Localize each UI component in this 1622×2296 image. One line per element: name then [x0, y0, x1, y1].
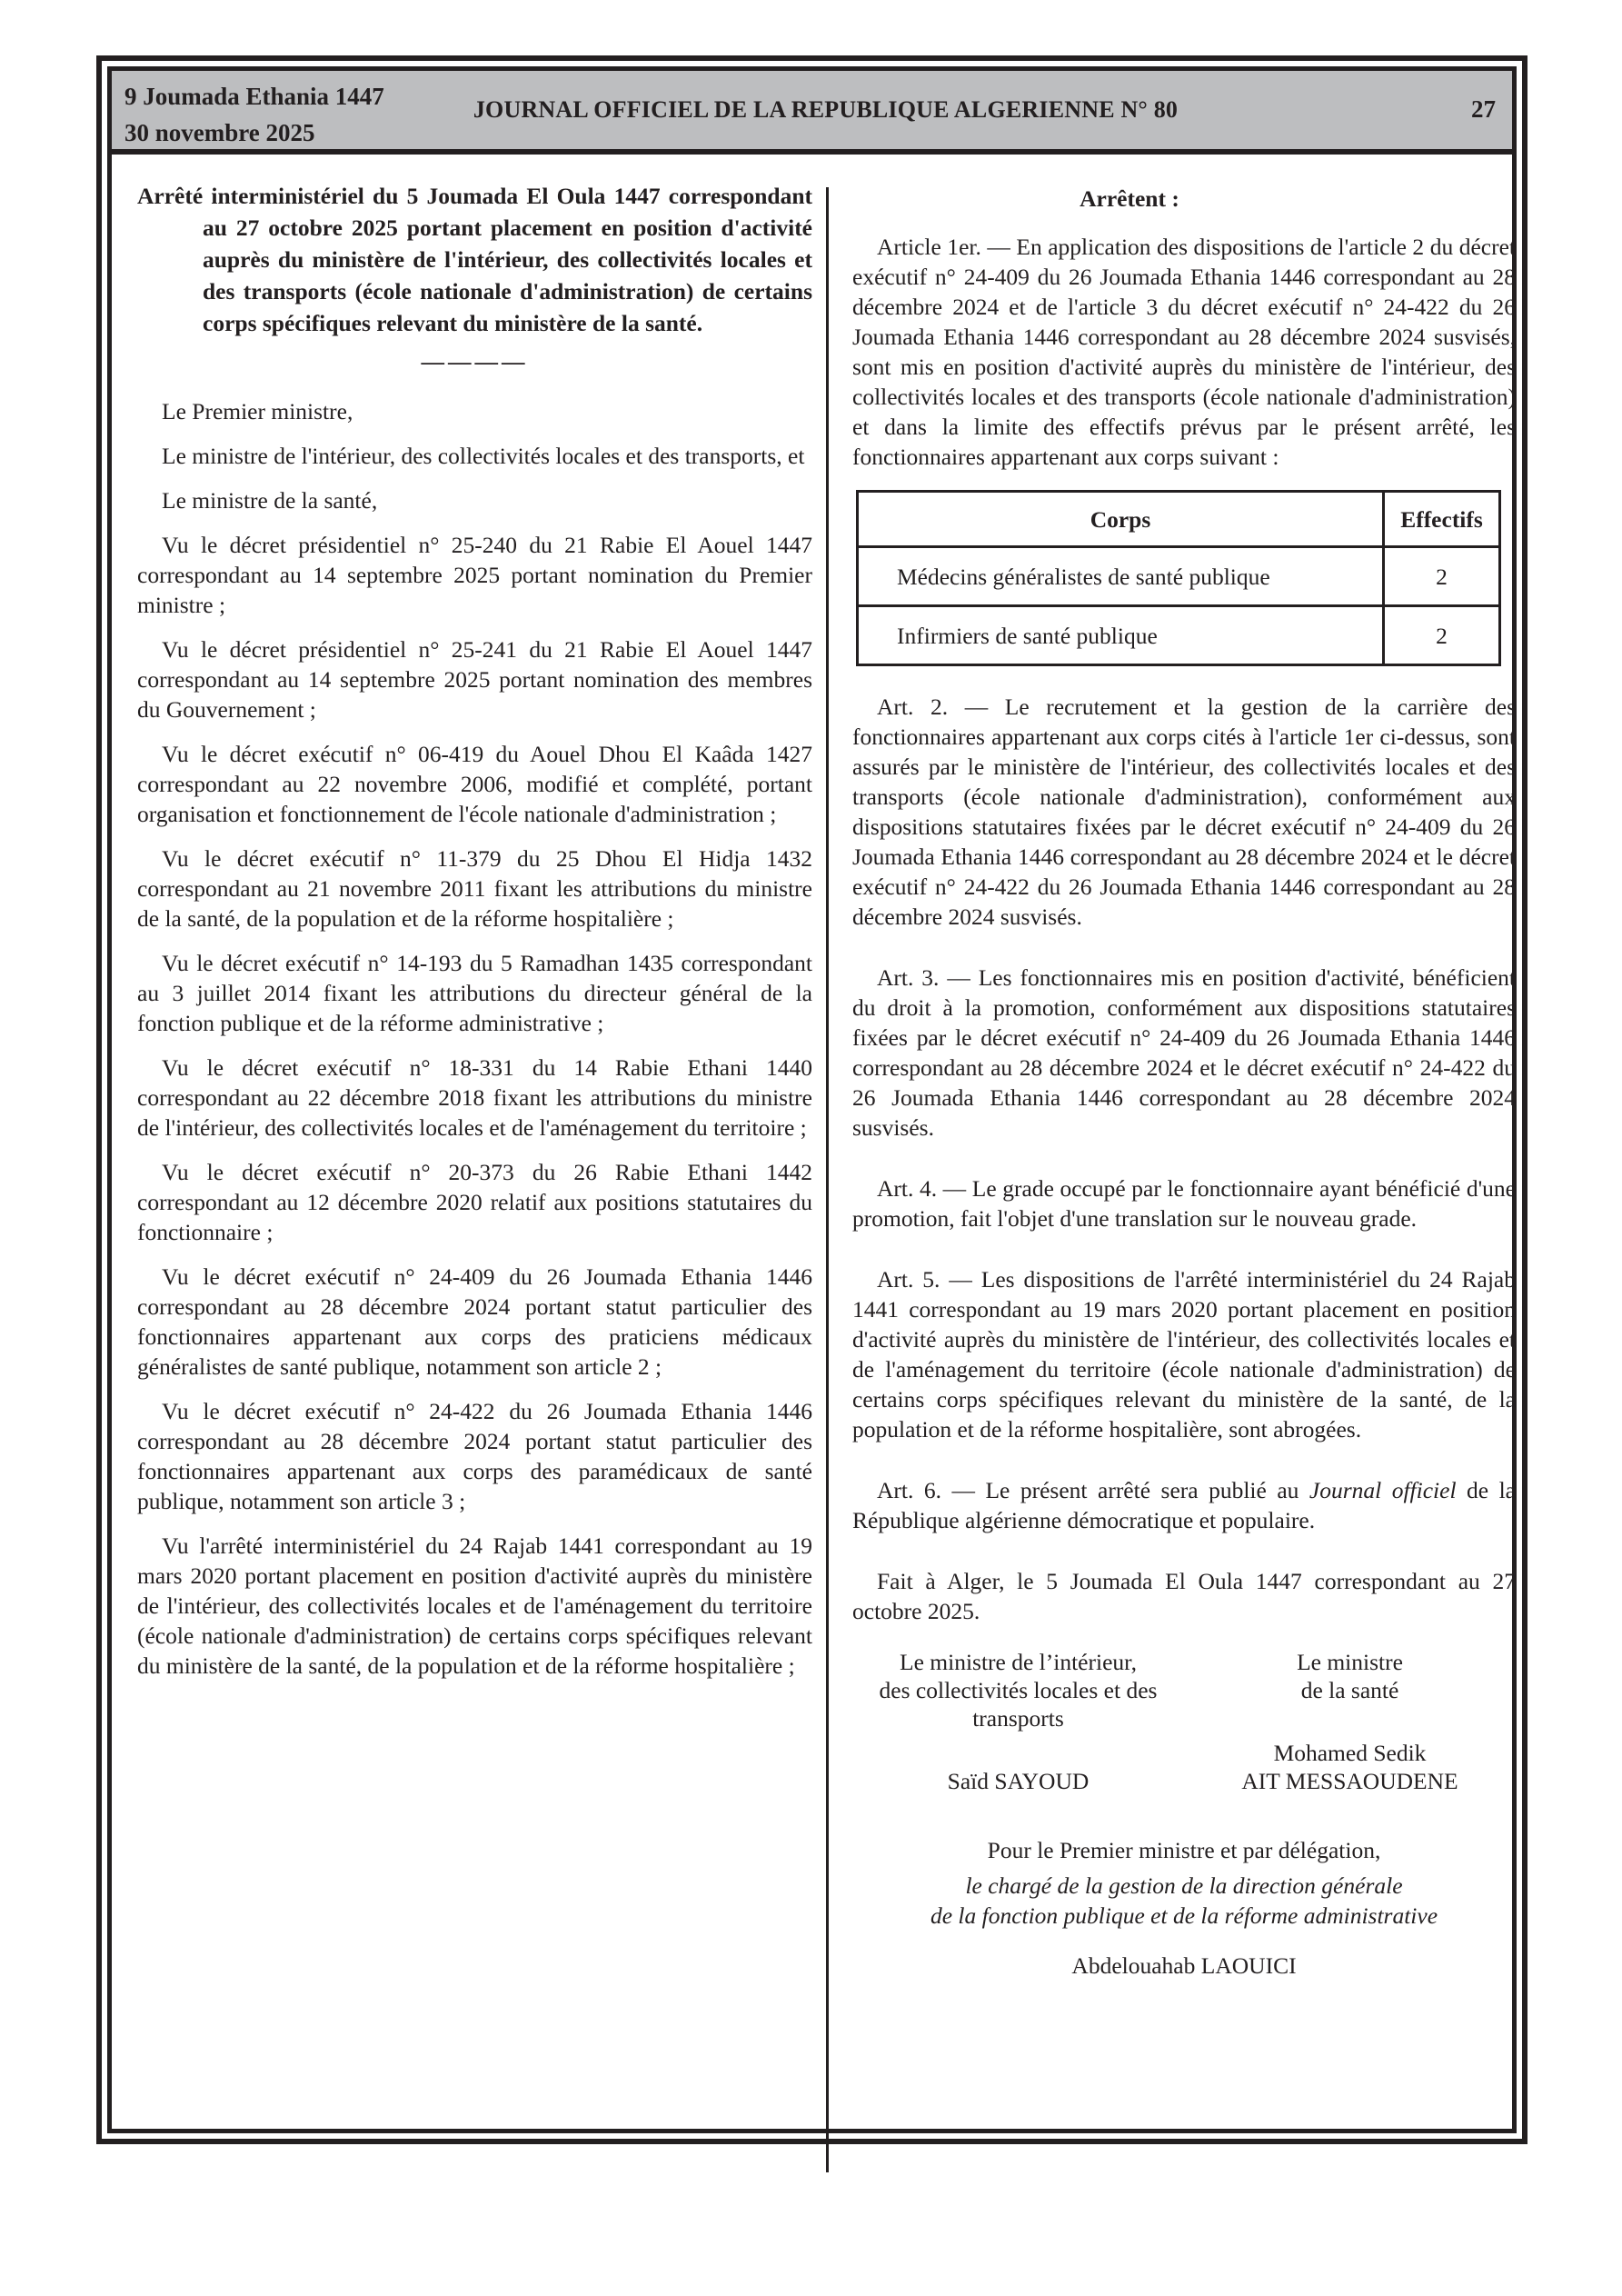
signatory-name: AIT MESSAOUDENE — [1241, 1768, 1458, 1794]
journal-title: JOURNAL OFFICIEL DE LA REPUBLIQUE ALGERIENNE N° 80 — [473, 96, 1179, 123]
column-header-effectifs: Effectifs — [1384, 492, 1500, 547]
signatory-title: transports — [972, 1705, 1064, 1732]
decree-title: Arrêté interministériel du 5 Joumada El Oula 1447 correspondant au 27 octobre 2025 portant placement en position d'activité auprès du ministère de l'intérieur, des collectivités locales et des transports (école nationale d'administration) de certains corps spécifiques relevant du ministère de la santé. — [137, 183, 812, 336]
signatory-name: Mohamed Sedik — [1273, 1740, 1427, 1766]
signatory-title: Le ministre — [1297, 1649, 1403, 1675]
article-2: Art. 2. — Le recrutement et la gestion de la carrière des fonctionnaires appartenant aux corps cités à l'article 1er ci-dessus, sont assurés par le ministère de l'intérieur, des collectivités locales et des transports (école nationale d'administration), conformément aux dispositions statutaires fixées par le décret exécutif n° 24-409 du 26 Joumada Ethania 1446 correspondant au 28 décembre 2024 et le décret exécutif n° 24-422 du 26 Joumada Ethania 1446 correspondant au 28 décembre 2024 susvisés. — [852, 694, 1516, 930]
signatory-title: de la santé — [1300, 1677, 1399, 1703]
visa-paragraph: Vu le décret exécutif n° 18-331 du 14 Rabie Ethani 1440 correspondant au 22 décembre 2018 fixant les attributions du ministre de l'intérieur, des collectivités locales et de l'aménagement du territoire ; — [137, 1054, 812, 1141]
visa-paragraph: Vu le décret exécutif n° 11-379 du 25 Dhou El Hidja 1432 correspondant au 21 novembre 2011 fixant les attributions du ministre de la santé, de la population et de la réforme hospitalière ; — [137, 845, 812, 932]
fait-a-alger: Fait à Alger, le 5 Joumada El Oula 1447 correspondant au 27 octobre 2025. — [852, 1568, 1516, 1624]
corps-name: Médecins généralistes de santé publique — [858, 547, 1384, 606]
table-row — [858, 547, 1500, 606]
effectifs-value: 2 — [1384, 547, 1500, 606]
table-row — [858, 606, 1500, 665]
page-inner-border — [107, 66, 1517, 2133]
article-6 — [852, 1475, 1516, 1535]
hijri-date: 9 Joumada Ethania 1447 — [124, 83, 384, 110]
delegate-role: le chargé de la gestion de la direction générale — [965, 1872, 1403, 1899]
visa-paragraph: Vu l'arrêté interministériel du 24 Rajab 1441 correspondant au 19 mars 2020 portant placement en position d'activité auprès du ministère de l'intérieur, des collectivités locales et de l'aménagement du territoire (école nationale d'administration) de certains corps spécifiques relevant du ministère de la santé, de la population et de la réforme hospitalière ; — [137, 1532, 812, 1679]
prime-minister-delegation — [852, 1835, 1516, 1981]
preamble-paragraph: Le Premier ministre, — [162, 398, 353, 424]
gregorian-date: 30 novembre 2025 — [124, 119, 315, 146]
page-outer-border — [96, 55, 1527, 2144]
title-separator: ———— — [421, 348, 529, 374]
corps-table — [856, 490, 1501, 666]
preamble-paragraph: Le ministre de l'intérieur, des collectivités locales et des transports, et — [162, 443, 805, 469]
signatures — [852, 1648, 1516, 1795]
column-divider — [826, 187, 829, 2172]
preamble-paragraph: Le ministre de la santé, — [162, 487, 378, 514]
corps-name: Infirmiers de santé publique — [858, 606, 1384, 665]
visa-paragraph: Vu le décret exécutif n° 24-409 du 26 Joumada Ethania 1446 correspondant au 28 décembre 2024 portant statut particulier des fonctionnaires appartenant aux corps des praticiens médicaux généralistes de santé publique, notamment son article 2 ; — [137, 1263, 812, 1380]
signatory-name: Saïd SAYOUD — [947, 1768, 1090, 1794]
delegation-line: Pour le Premier ministre et par délégation, — [987, 1837, 1381, 1863]
signature-interior-minister — [852, 1648, 1184, 1795]
column-header-corps: Corps — [858, 492, 1384, 547]
article-1: Article 1er. — En application des dispositions de l'article 2 du décret exécutif n° 24-409 du 26 Joumada Ethania 1446 correspondant au 28 décembre 2024 et de l'article 3 du décret exécutif n° 24-422 du 26 Joumada Ethania 1446 correspondant au 28 décembre 2024 susvisés, sont mis en position d'activité auprès du ministère de l'intérieur, des collectivités locales et des transports (école nationale d'administration) et dans la limite des effectifs prévus par le présent arrêté, les fonctionnaires appartenant aux corps suivant : — [852, 234, 1516, 470]
table-header-row — [858, 492, 1500, 547]
visa-paragraph: Vu le décret exécutif n° 14-193 du 5 Ramadhan 1435 correspondant au 3 juillet 2014 fixant les attributions du directeur général de la fonction publique et de la réforme administrative ; — [137, 950, 812, 1036]
article-5: Art. 5. — Les dispositions de l'arrêté interministériel du 24 Rajab 1441 correspondant au 19 mars 2020 portant placement en position d'activité auprès du ministère de l'intérieur, des collectivités locales et de l'aménagement du territoire (école nationale d'administration) de certains corps spécifiques relevant du ministère de la santé, de la population et de la réforme hospitalière, sont abrogées. — [852, 1266, 1516, 1442]
arretent-heading: Arrêtent : — [1080, 185, 1179, 212]
page-number: 27 — [1471, 95, 1496, 123]
delegate-role: de la fonction publique et de la réforme administrative — [930, 1902, 1438, 1929]
signatory-title: Le ministre de l’intérieur, — [900, 1649, 1137, 1675]
visa-paragraph: Vu le décret présidentiel n° 25-241 du 21 Rabie El Aouel 1447 correspondant au 14 septembre 2025 portant nomination des membres du Gouvernement ; — [137, 636, 812, 723]
journal-header — [112, 71, 1512, 155]
article-3: Art. 3. — Les fonctionnaires mis en position d'activité, bénéficient du droit à la promotion, conformément aux dispositions statutaires fixées par le décret exécutif n° 24-409 du 26 Joumada Ethania 1446 correspondant au 28 décembre 2024 et le décret exécutif n° 24-422 du 26 Joumada Ethania 1446 correspondant au 28 décembre 2024 susvisés. — [852, 964, 1516, 1141]
right-column — [852, 180, 1516, 1981]
visa-paragraph: Vu le décret présidentiel n° 25-240 du 21 Rabie El Aouel 1447 correspondant au 14 septembre 2025 portant nomination du Premier ministre ; — [137, 532, 812, 618]
effectifs-value: 2 — [1384, 606, 1500, 665]
signatory-title: des collectivités locales et des — [879, 1677, 1158, 1703]
visa-paragraph: Vu le décret exécutif n° 20-373 du 26 Rabie Ethani 1442 correspondant au 12 décembre 2020 relatif aux positions statutaires du fonctionnaire ; — [137, 1159, 812, 1245]
visa-paragraph: Vu le décret exécutif n° 24-422 du 26 Joumada Ethania 1446 correspondant au 28 décembre 2024 portant statut particulier des fonctionnaires appartenant aux corps des paramédicaux de santé publique, notamment son article 3 ; — [137, 1398, 812, 1514]
signature-health-minister — [1184, 1648, 1516, 1795]
article-4: Art. 4. — Le grade occupé par le fonctionnaire ayant bénéficié d'une promotion, fait l'objet d'une translation sur le nouveau grade. — [852, 1175, 1516, 1232]
journal-officiel-italic: Journal officiel — [1309, 1477, 1457, 1503]
left-column — [137, 180, 812, 1695]
delegate-name: Abdelouahab LAOUICI — [1071, 1952, 1297, 1979]
article-6-prefix: Art. 6. — Le présent arrêté sera publié au — [877, 1477, 1309, 1503]
visa-paragraph: Vu le décret exécutif n° 06-419 du Aouel Dhou El Kaâda 1427 correspondant au 22 novembre 2006, modifié et complété, portant organisation et fonctionnement de l'école nationale d'administration ; — [137, 741, 812, 827]
article-6-suffix: de la République algérienne démocratique et populaire. — [852, 1477, 1516, 1533]
